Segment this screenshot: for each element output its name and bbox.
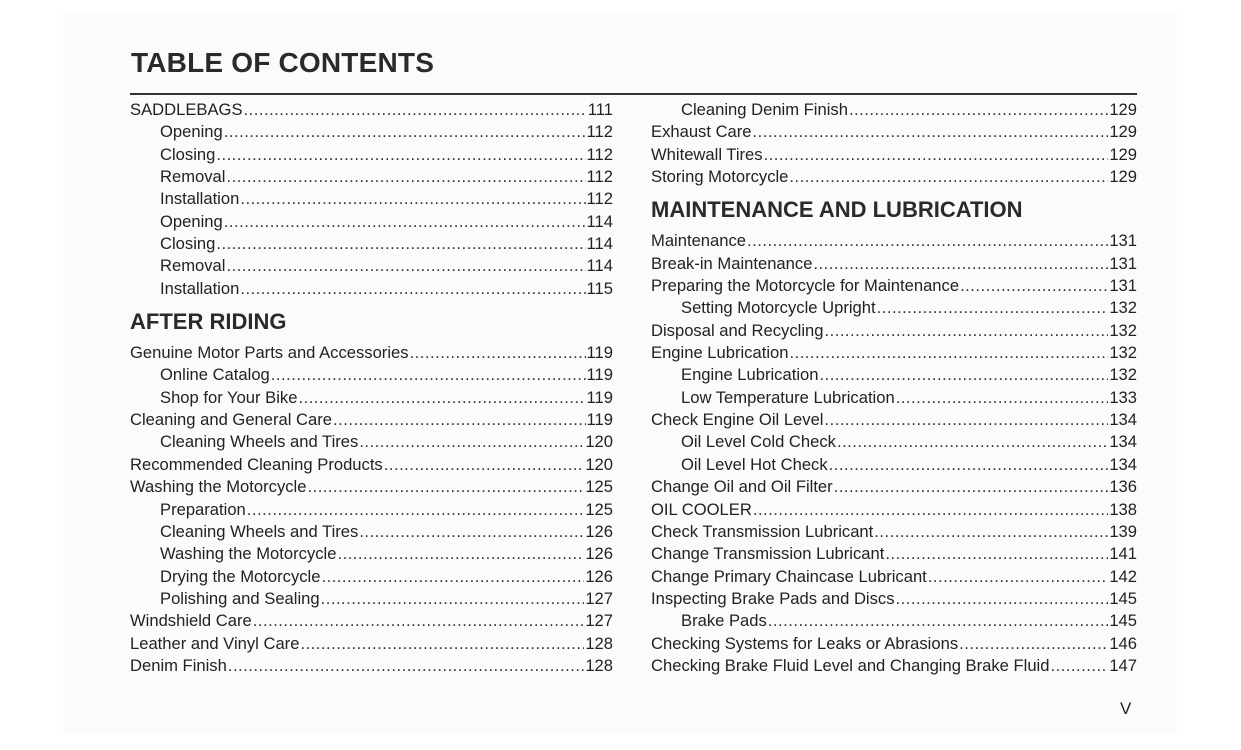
dot-leader <box>359 521 584 543</box>
dot-leader <box>226 255 585 277</box>
toc-entry-label: Check Engine Oil Level <box>651 410 824 430</box>
toc-entry-label: Checking Brake Fluid Level and Changing Brake Fluid <box>651 655 1050 675</box>
toc-page <box>63 13 1177 733</box>
toc-entry-page: 139 <box>1109 521 1137 541</box>
dot-leader <box>384 454 585 476</box>
dot-leader <box>896 387 1109 409</box>
toc-entry-label: Setting Motorcycle Upright <box>681 298 876 318</box>
toc-entry-page: 119 <box>586 343 613 363</box>
toc-entry-label: Shop for Your Bike <box>160 387 298 407</box>
dot-leader <box>321 588 585 610</box>
dot-leader <box>829 454 1109 476</box>
toc-entry-page: 112 <box>586 189 613 209</box>
toc-entry-label: Maintenance <box>651 231 747 251</box>
toc-entry-label: Installation <box>160 189 240 209</box>
dot-leader <box>747 230 1108 252</box>
toc-entry[interactable] <box>130 409 613 431</box>
toc-entry[interactable] <box>130 454 613 476</box>
toc-entry[interactable] <box>651 409 1137 431</box>
toc-entry-page: 133 <box>1109 387 1137 407</box>
toc-entry-label: SADDLEBAGS <box>130 100 243 119</box>
toc-entry[interactable] <box>130 499 613 521</box>
toc-entry-label: Brake Pads <box>681 611 767 631</box>
toc-entry[interactable] <box>130 655 613 677</box>
toc-entry-page: 112 <box>586 167 613 187</box>
dot-leader <box>1050 655 1108 677</box>
toc-entry[interactable] <box>130 233 613 255</box>
toc-entry-label: Opening <box>160 211 223 231</box>
toc-entry-label: Closing <box>160 234 216 254</box>
toc-entry-label: Drying the Motorcycle <box>160 566 321 586</box>
dot-leader <box>333 409 586 431</box>
toc-entry-page: 136 <box>1109 477 1137 497</box>
toc-entry[interactable] <box>651 253 1137 275</box>
toc-entry-label: Low Temperature Lubrication <box>681 387 895 407</box>
dot-leader <box>216 144 585 166</box>
toc-entry-page: 111 <box>587 100 613 119</box>
dot-leader <box>960 275 1108 297</box>
toc-entry[interactable] <box>130 610 613 632</box>
toc-entry-page: 119 <box>586 410 613 430</box>
dot-leader <box>834 476 1109 498</box>
dot-leader <box>789 342 1108 364</box>
toc-entry[interactable] <box>651 454 1137 476</box>
toc-entry-page: 145 <box>1109 611 1137 631</box>
dot-leader <box>298 387 585 409</box>
toc-entry-label: Washing the Motorcycle <box>160 544 337 564</box>
dot-leader <box>753 121 1109 143</box>
toc-entry-page: 134 <box>1109 410 1137 430</box>
toc-entry-page: 126 <box>585 544 613 564</box>
dot-leader <box>877 297 1109 319</box>
toc-entry-page: 129 <box>1109 167 1137 187</box>
toc-entry[interactable] <box>651 275 1137 297</box>
dot-leader <box>359 431 584 453</box>
toc-entry[interactable] <box>130 188 613 210</box>
toc-entry-label: Polishing and Sealing <box>160 588 320 608</box>
section-heading: AFTER RIDING <box>130 309 287 335</box>
toc-entry[interactable] <box>130 278 613 300</box>
toc-entry[interactable] <box>130 521 613 543</box>
toc-entry-label: Washing the Motorcycle <box>130 477 307 497</box>
toc-entry-page: 119 <box>586 365 613 385</box>
dot-leader <box>813 253 1108 275</box>
toc-entry-page: 146 <box>1109 633 1137 653</box>
dot-leader <box>240 188 585 210</box>
toc-entry-label: Opening <box>160 122 223 142</box>
toc-entry-page: 145 <box>1109 588 1137 608</box>
dot-leader <box>819 364 1108 386</box>
toc-entry-page: 129 <box>1109 122 1137 142</box>
dot-leader <box>410 342 586 364</box>
toc-entry-label: Checking Systems for Leaks or Abrasions <box>651 633 959 653</box>
toc-entry[interactable] <box>651 342 1137 364</box>
toc-entry-page: 142 <box>1109 566 1137 586</box>
toc-entry-label: Check Transmission Lubricant <box>651 521 874 541</box>
toc-entry-page: 132 <box>1109 320 1137 340</box>
toc-entry-page: 138 <box>1109 499 1137 519</box>
toc-entry-label: Cleaning Wheels and Tires <box>160 432 359 452</box>
toc-entry[interactable] <box>651 230 1137 252</box>
toc-entry-page: 126 <box>585 566 613 586</box>
toc-entry-label: Cleaning Wheels and Tires <box>160 521 359 541</box>
toc-entry-page: 125 <box>585 477 613 497</box>
dot-leader <box>959 633 1108 655</box>
dot-leader <box>271 364 586 386</box>
toc-entry-page: 120 <box>585 454 613 474</box>
toc-entry[interactable] <box>130 166 613 188</box>
toc-entry-page: 147 <box>1109 655 1137 675</box>
toc-entry-label: Exhaust Care <box>651 122 752 142</box>
toc-entry[interactable] <box>651 588 1137 610</box>
toc-entry-page: 115 <box>586 278 613 298</box>
toc-entry-label: Removal <box>160 256 226 276</box>
toc-entry-page: 114 <box>586 256 613 276</box>
dot-leader <box>764 144 1109 166</box>
dot-leader <box>928 566 1109 588</box>
dot-leader <box>753 499 1108 521</box>
toc-entry-page: 125 <box>585 499 613 519</box>
toc-entry-label: Preparing the Motorcycle for Maintenance <box>651 276 960 296</box>
toc-entry[interactable] <box>651 364 1137 386</box>
toc-entry-page: 129 <box>1109 144 1137 164</box>
toc-entry[interactable] <box>651 633 1137 655</box>
dot-leader <box>240 278 585 300</box>
toc-entry-page: 131 <box>1109 253 1137 273</box>
toc-entry[interactable] <box>651 320 1137 342</box>
toc-entry-label: OIL COOLER <box>651 499 752 519</box>
toc-entry-page: 126 <box>585 521 613 541</box>
dot-leader <box>874 521 1108 543</box>
toc-entry[interactable] <box>651 543 1137 565</box>
toc-entry-label: Disposal and Recycling <box>651 320 824 340</box>
toc-entry[interactable] <box>651 387 1137 409</box>
toc-entry[interactable] <box>130 211 613 233</box>
toc-entry-label: Denim Finish <box>130 655 227 675</box>
toc-entry-page: 127 <box>585 611 613 631</box>
toc-entry[interactable] <box>130 566 613 588</box>
toc-entry-label: Storing Motorcycle <box>651 167 789 187</box>
toc-entry-label: Change Transmission Lubricant <box>651 544 885 564</box>
toc-entry-page: 132 <box>1109 343 1137 363</box>
title-divider <box>130 93 1137 95</box>
toc-entry-label: Cleaning and General Care <box>130 410 333 430</box>
toc-entry-page: 134 <box>1109 432 1137 452</box>
toc-entry-page: 129 <box>1109 100 1137 119</box>
section-heading: MAINTENANCE AND LUBRICATION <box>651 197 1023 223</box>
toc-entry-page: 114 <box>586 234 613 254</box>
toc-entry[interactable] <box>130 633 613 655</box>
dot-leader <box>849 99 1108 121</box>
toc-entry-label: Change Primary Chaincase Lubricant <box>651 566 927 586</box>
toc-entry-page: 141 <box>1109 544 1137 564</box>
toc-entry[interactable] <box>651 655 1137 677</box>
toc-entry-label: Windshield Care <box>130 611 252 631</box>
toc-entry-label: Oil Level Hot Check <box>681 454 828 474</box>
dot-leader <box>300 633 584 655</box>
toc-entry-page: 112 <box>586 144 613 164</box>
toc-entry-label: Oil Level Cold Check <box>681 432 836 452</box>
dot-leader <box>837 431 1108 453</box>
dot-leader <box>247 499 585 521</box>
toc-entry-page: 120 <box>585 432 613 452</box>
dot-leader <box>768 610 1109 632</box>
toc-entry-label: Installation <box>160 278 240 298</box>
toc-entry-label: Engine Lubrication <box>651 343 789 363</box>
toc-entry-label: Closing <box>160 144 216 164</box>
toc-entry[interactable] <box>651 476 1137 498</box>
toc-entry[interactable] <box>130 255 613 277</box>
toc-entry[interactable] <box>130 431 613 453</box>
dot-leader <box>307 476 584 498</box>
toc-entry[interactable] <box>130 476 613 498</box>
toc-column-right <box>651 99 1137 677</box>
dot-leader <box>321 566 584 588</box>
toc-entry-page: 127 <box>585 588 613 608</box>
dot-leader <box>253 610 585 632</box>
toc-entry-page: 132 <box>1109 298 1137 318</box>
dot-leader <box>224 211 586 233</box>
toc-entry[interactable] <box>130 543 613 565</box>
toc-entry-page: 128 <box>585 633 613 653</box>
toc-entry-page: 134 <box>1109 454 1137 474</box>
toc-entry[interactable] <box>651 297 1137 319</box>
toc-entry[interactable] <box>130 144 613 166</box>
toc-entry[interactable] <box>651 566 1137 588</box>
toc-entry-label: Change Oil and Oil Filter <box>651 477 833 497</box>
dot-leader <box>885 543 1108 565</box>
toc-entry[interactable] <box>651 610 1137 632</box>
dot-leader <box>224 121 586 143</box>
page-title: TABLE OF CONTENTS <box>131 47 435 78</box>
toc-entry[interactable] <box>130 364 613 386</box>
toc-entry[interactable] <box>651 499 1137 521</box>
toc-entry-label: Whitewall Tires <box>651 144 763 164</box>
toc-column-left <box>130 99 613 677</box>
toc-entry[interactable] <box>651 99 1137 121</box>
toc-entry[interactable] <box>130 387 613 409</box>
dot-leader <box>226 166 585 188</box>
toc-entry-page: 114 <box>586 211 613 231</box>
toc-entry-page: 128 <box>585 655 613 675</box>
toc-entry[interactable] <box>651 144 1137 166</box>
toc-entry[interactable] <box>130 342 613 364</box>
toc-entry[interactable] <box>130 588 613 610</box>
toc-entry-label: Removal <box>160 167 226 187</box>
toc-entry-label: Break-in Maintenance <box>651 253 813 273</box>
toc-entry-label: Cleaning Denim Finish <box>681 100 848 119</box>
toc-entry[interactable] <box>651 431 1137 453</box>
toc-entry-label: Online Catalog <box>160 365 270 385</box>
folio-page-number: V <box>1120 699 1132 718</box>
dot-leader <box>244 99 587 121</box>
toc-entry[interactable] <box>651 521 1137 543</box>
toc-entry-label: Preparation <box>160 499 246 519</box>
toc-entry-label: Inspecting Brake Pads and Discs <box>651 588 895 608</box>
dot-leader <box>337 543 584 565</box>
toc-entry-label: Engine Lubrication <box>681 365 819 385</box>
toc-entry-label: Leather and Vinyl Care <box>130 633 300 653</box>
toc-entry[interactable] <box>651 121 1137 143</box>
toc-entry-page: 131 <box>1109 231 1137 251</box>
dot-leader <box>896 588 1109 610</box>
toc-entry-page: 112 <box>586 122 613 142</box>
dot-leader <box>228 655 584 677</box>
dot-leader <box>824 320 1108 342</box>
toc-entry[interactable] <box>130 121 613 143</box>
toc-entry-label: Recommended Cleaning Products <box>130 454 383 474</box>
toc-entry-page: 131 <box>1109 276 1137 296</box>
toc-entry-page: 119 <box>586 387 613 407</box>
dot-leader <box>824 409 1108 431</box>
toc-entry-page: 132 <box>1109 365 1137 385</box>
dot-leader <box>789 166 1108 188</box>
toc-entry[interactable] <box>130 99 613 121</box>
dot-leader <box>216 233 585 255</box>
toc-entry[interactable] <box>651 166 1137 188</box>
toc-entry-label: Genuine Motor Parts and Accessories <box>130 343 409 363</box>
